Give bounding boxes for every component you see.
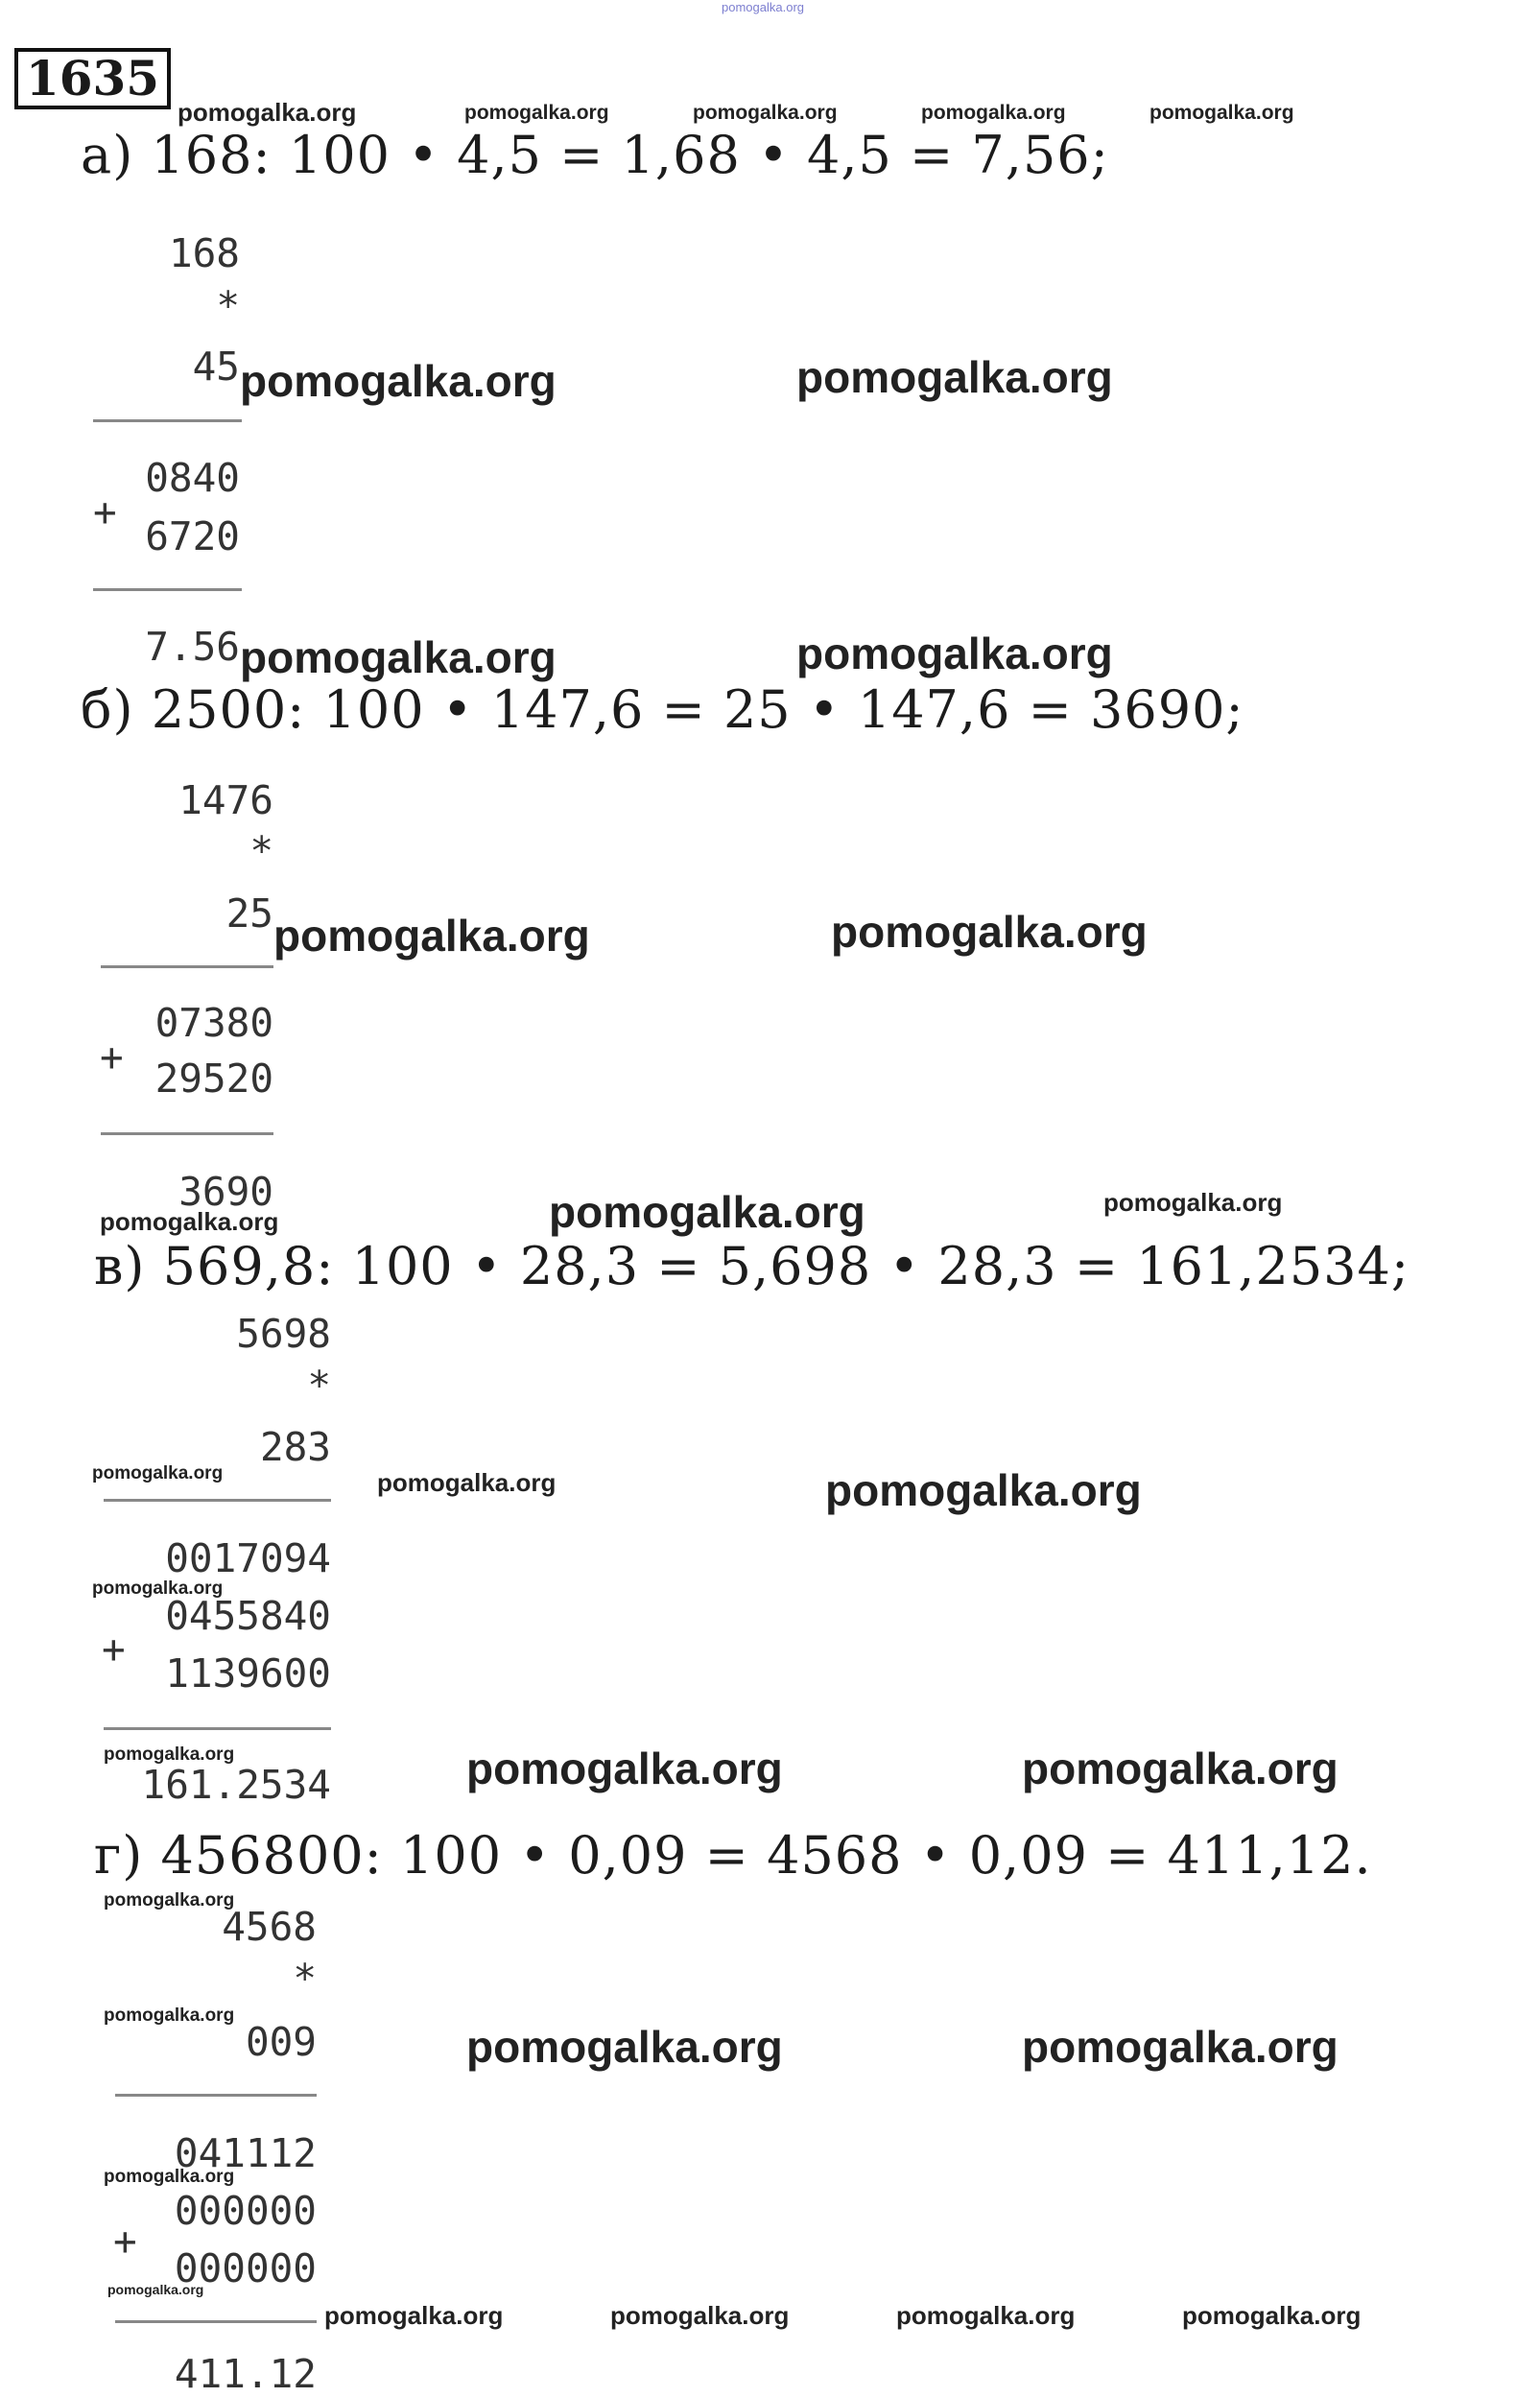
plus-sign-d: + xyxy=(113,2219,137,2265)
watermark: pomogalka.org xyxy=(831,907,1148,957)
watermark: pomogalka.org xyxy=(107,2282,204,2297)
factor1-d: 4568 xyxy=(222,1904,317,1950)
equation-c: в) 569,8: 100 • 28,3 = 5,698 • 28,3 = 161,2534; xyxy=(94,1236,1410,1296)
plus-sign-a: + xyxy=(93,489,117,535)
equation-d: г) 456800: 100 • 0,09 = 4568 • 0,09 = 411,12. xyxy=(94,1825,1372,1886)
watermark: pomogalka.org xyxy=(610,2301,790,2330)
watermark: pomogalka.org xyxy=(92,1578,224,1599)
watermark: pomogalka.org xyxy=(324,2301,504,2330)
partial1-d: 041112 xyxy=(174,2130,317,2176)
watermark: pomogalka.org xyxy=(104,1744,235,1765)
watermark: pomogalka.org xyxy=(377,1468,557,1497)
watermark: pomogalka.org xyxy=(273,911,590,961)
factor1-b: 1476 xyxy=(178,777,273,823)
watermark: pomogalka.org xyxy=(466,2022,783,2072)
watermark: pomogalka.org xyxy=(104,2005,235,2026)
watermark: pomogalka.org xyxy=(796,352,1113,402)
watermark: pomogalka.org xyxy=(1022,2022,1339,2072)
watermark: pomogalka.org xyxy=(921,102,1066,124)
rule xyxy=(101,1132,273,1135)
watermark: pomogalka.org xyxy=(240,632,557,682)
result-d: 411.12 xyxy=(174,2351,317,2397)
watermark: pomogalka.org xyxy=(825,1465,1142,1515)
rule xyxy=(115,2320,317,2323)
watermark: pomogalka.org xyxy=(693,102,838,124)
rule xyxy=(93,588,242,591)
watermark: pomogalka.org xyxy=(178,98,357,127)
result-c: 161.2534 xyxy=(141,1762,331,1808)
watermark: pomogalka.org xyxy=(464,102,609,124)
watermark: pomogalka.org xyxy=(1149,102,1294,124)
watermark: pomogalka.org xyxy=(104,1890,235,1910)
factor2-c: 283 xyxy=(259,1424,331,1470)
watermark: pomogalka.org xyxy=(1022,1744,1339,1793)
rule xyxy=(115,2094,317,2097)
equation-b: б) 2500: 100 • 147,6 = 25 • 147,6 = 3690; xyxy=(81,679,1244,740)
header-watermark: pomogalka.org xyxy=(722,0,804,14)
factor2-a: 45 xyxy=(192,344,240,390)
watermark: pomogalka.org xyxy=(100,1207,279,1236)
watermark: pomogalka.org xyxy=(796,629,1113,678)
result-b: 3690 xyxy=(178,1169,273,1215)
watermark: pomogalka.org xyxy=(104,2167,235,2187)
watermark: pomogalka.org xyxy=(549,1187,865,1237)
watermark: pomogalka.org xyxy=(240,356,557,406)
rule xyxy=(101,965,273,968)
operator-a: * xyxy=(216,283,240,329)
operator-d: * xyxy=(293,1956,317,2002)
partial2-a: 6720 xyxy=(145,513,240,559)
partial1-a: 0840 xyxy=(145,455,240,501)
watermark: pomogalka.org xyxy=(466,1744,783,1793)
factor1-c: 5698 xyxy=(236,1311,331,1357)
problem-number: 1635 xyxy=(14,48,171,109)
watermark: pomogalka.org xyxy=(92,1463,224,1483)
partial2-c: 0455840 xyxy=(165,1593,331,1639)
partial3-c: 1139600 xyxy=(165,1650,331,1697)
equation-a: а) 168: 100 • 4,5 = 1,68 • 4,5 = 7,56; xyxy=(81,125,1109,185)
plus-sign-c: + xyxy=(102,1626,126,1673)
partial2-b: 29520 xyxy=(154,1056,273,1102)
factor2-d: 009 xyxy=(245,2019,317,2065)
rule xyxy=(104,1727,331,1730)
watermark: pomogalka.org xyxy=(1103,1188,1283,1217)
operator-b: * xyxy=(249,828,273,874)
plus-sign-b: + xyxy=(100,1034,124,1080)
partial1-c: 0017094 xyxy=(165,1535,331,1581)
rule xyxy=(104,1499,331,1502)
result-a: 7.56 xyxy=(145,624,240,670)
partial3-d: 000000 xyxy=(174,2245,317,2291)
factor1-a: 168 xyxy=(168,230,240,276)
partial1-b: 07380 xyxy=(154,1000,273,1046)
factor2-b: 25 xyxy=(225,890,273,937)
watermark: pomogalka.org xyxy=(1182,2301,1362,2330)
operator-c: * xyxy=(307,1363,331,1409)
partial2-d: 000000 xyxy=(174,2188,317,2234)
watermark: pomogalka.org xyxy=(896,2301,1076,2330)
rule xyxy=(93,419,242,422)
